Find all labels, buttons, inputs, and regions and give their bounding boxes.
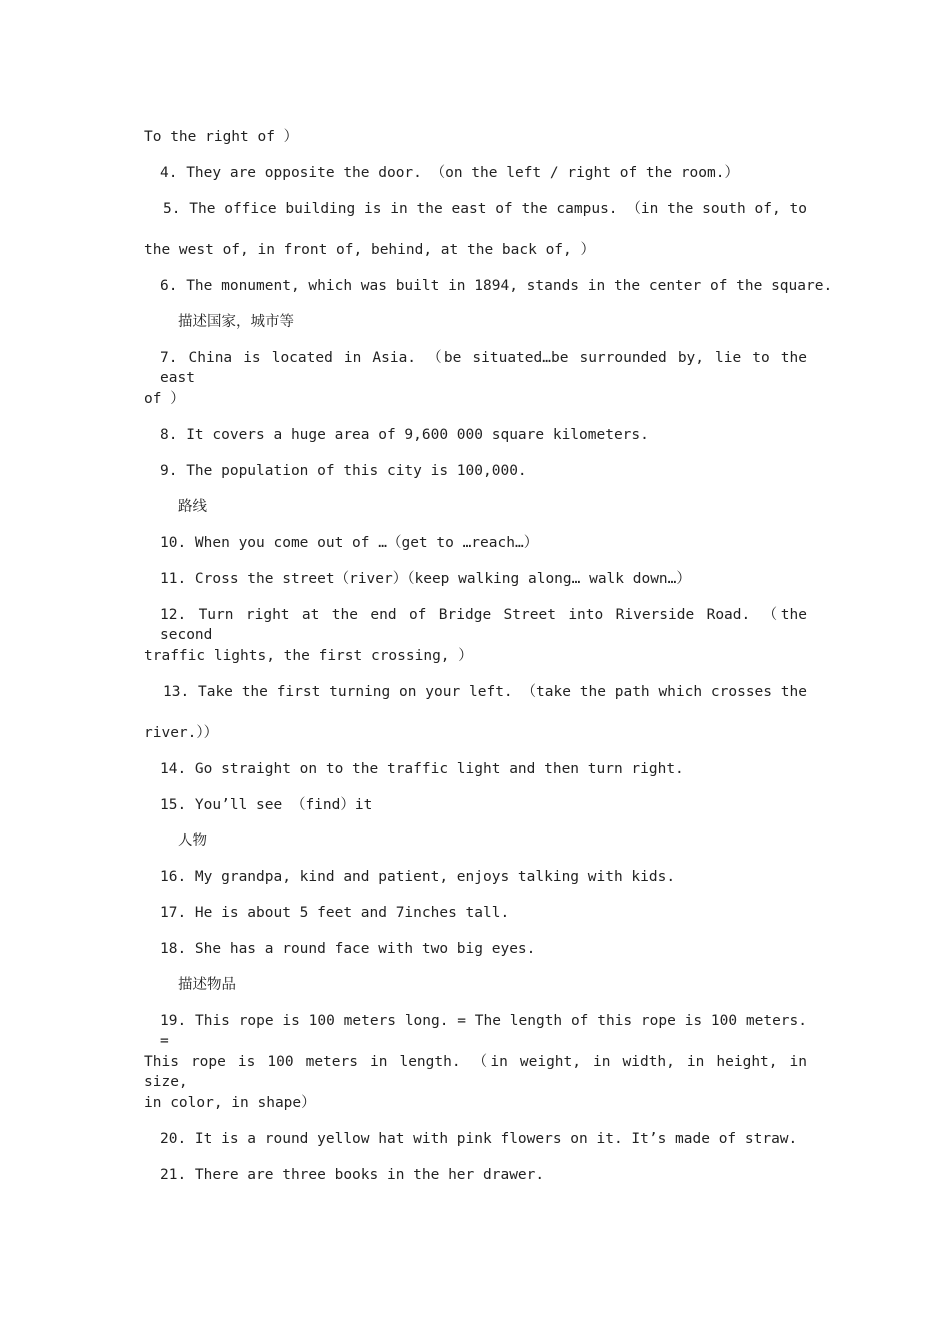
text-line: 10. When you come out of …（get to …reach…） (160, 535, 539, 551)
text-line: river.）） (144, 725, 219, 741)
text-line: 11. Cross the street（river）（keep walking along… walk down…） (160, 571, 691, 587)
text-line: To the right of ） (144, 129, 299, 145)
text-line: 21. There are three books in the her drawer. (160, 1167, 545, 1183)
text-line: in color, in shape） (144, 1095, 316, 1111)
text-line: 13. Take the first turning on your left. （take the path which crosses the (163, 684, 807, 700)
text-line: 4. They are opposite the door. （on the left / right of the room.） (160, 165, 739, 181)
text-line: 19. This rope is 100 meters long. = The length of this rope is 100 meters. = (160, 1013, 807, 1049)
text-line: 9. The population of this city is 100,000. (160, 463, 527, 479)
section-heading: 描述物品 (178, 977, 236, 993)
text-line: 16. My grandpa, kind and patient, enjoys talking with kids. (160, 869, 676, 885)
text-line: This rope is 100 meters in length. （in weight, in width, in height, in size, (144, 1054, 807, 1090)
section-heading: 描述国家，城市等 (178, 314, 294, 330)
text-line: 5. The office building is in the east of the campus. （in the south of, to (163, 201, 807, 217)
text-line: 15. You’ll see （find）it (160, 797, 373, 813)
text-line: 7. China is located in Asia. （be situated…be surrounded by, lie to the east (160, 350, 807, 386)
section-heading: 路线 (178, 499, 207, 515)
text-line: 12. Turn right at the end of Bridge Street into Riverside Road. （the second (160, 607, 807, 643)
text-line: 17. He is about 5 feet and 7inches tall. (160, 905, 510, 921)
text-line: 18. She has a round face with two big eyes. (160, 941, 536, 957)
text-line: 20. It is a round yellow hat with pink flowers on it. It’s made of straw. (160, 1131, 798, 1147)
section-heading: 人物 (178, 833, 207, 849)
text-line: 14. Go straight on to the traffic light and then turn right. (160, 761, 684, 777)
text-line: 6. The monument, which was built in 1894, stands in the center of the square. (160, 278, 833, 294)
text-line: 8. It covers a huge area of 9,600 000 square kilometers. (160, 427, 649, 443)
text-line: the west of, in front of, behind, at the back of, ） (144, 242, 595, 258)
text-line: of ） (144, 391, 185, 407)
text-line: traffic lights, the first crossing, ） (144, 648, 473, 664)
